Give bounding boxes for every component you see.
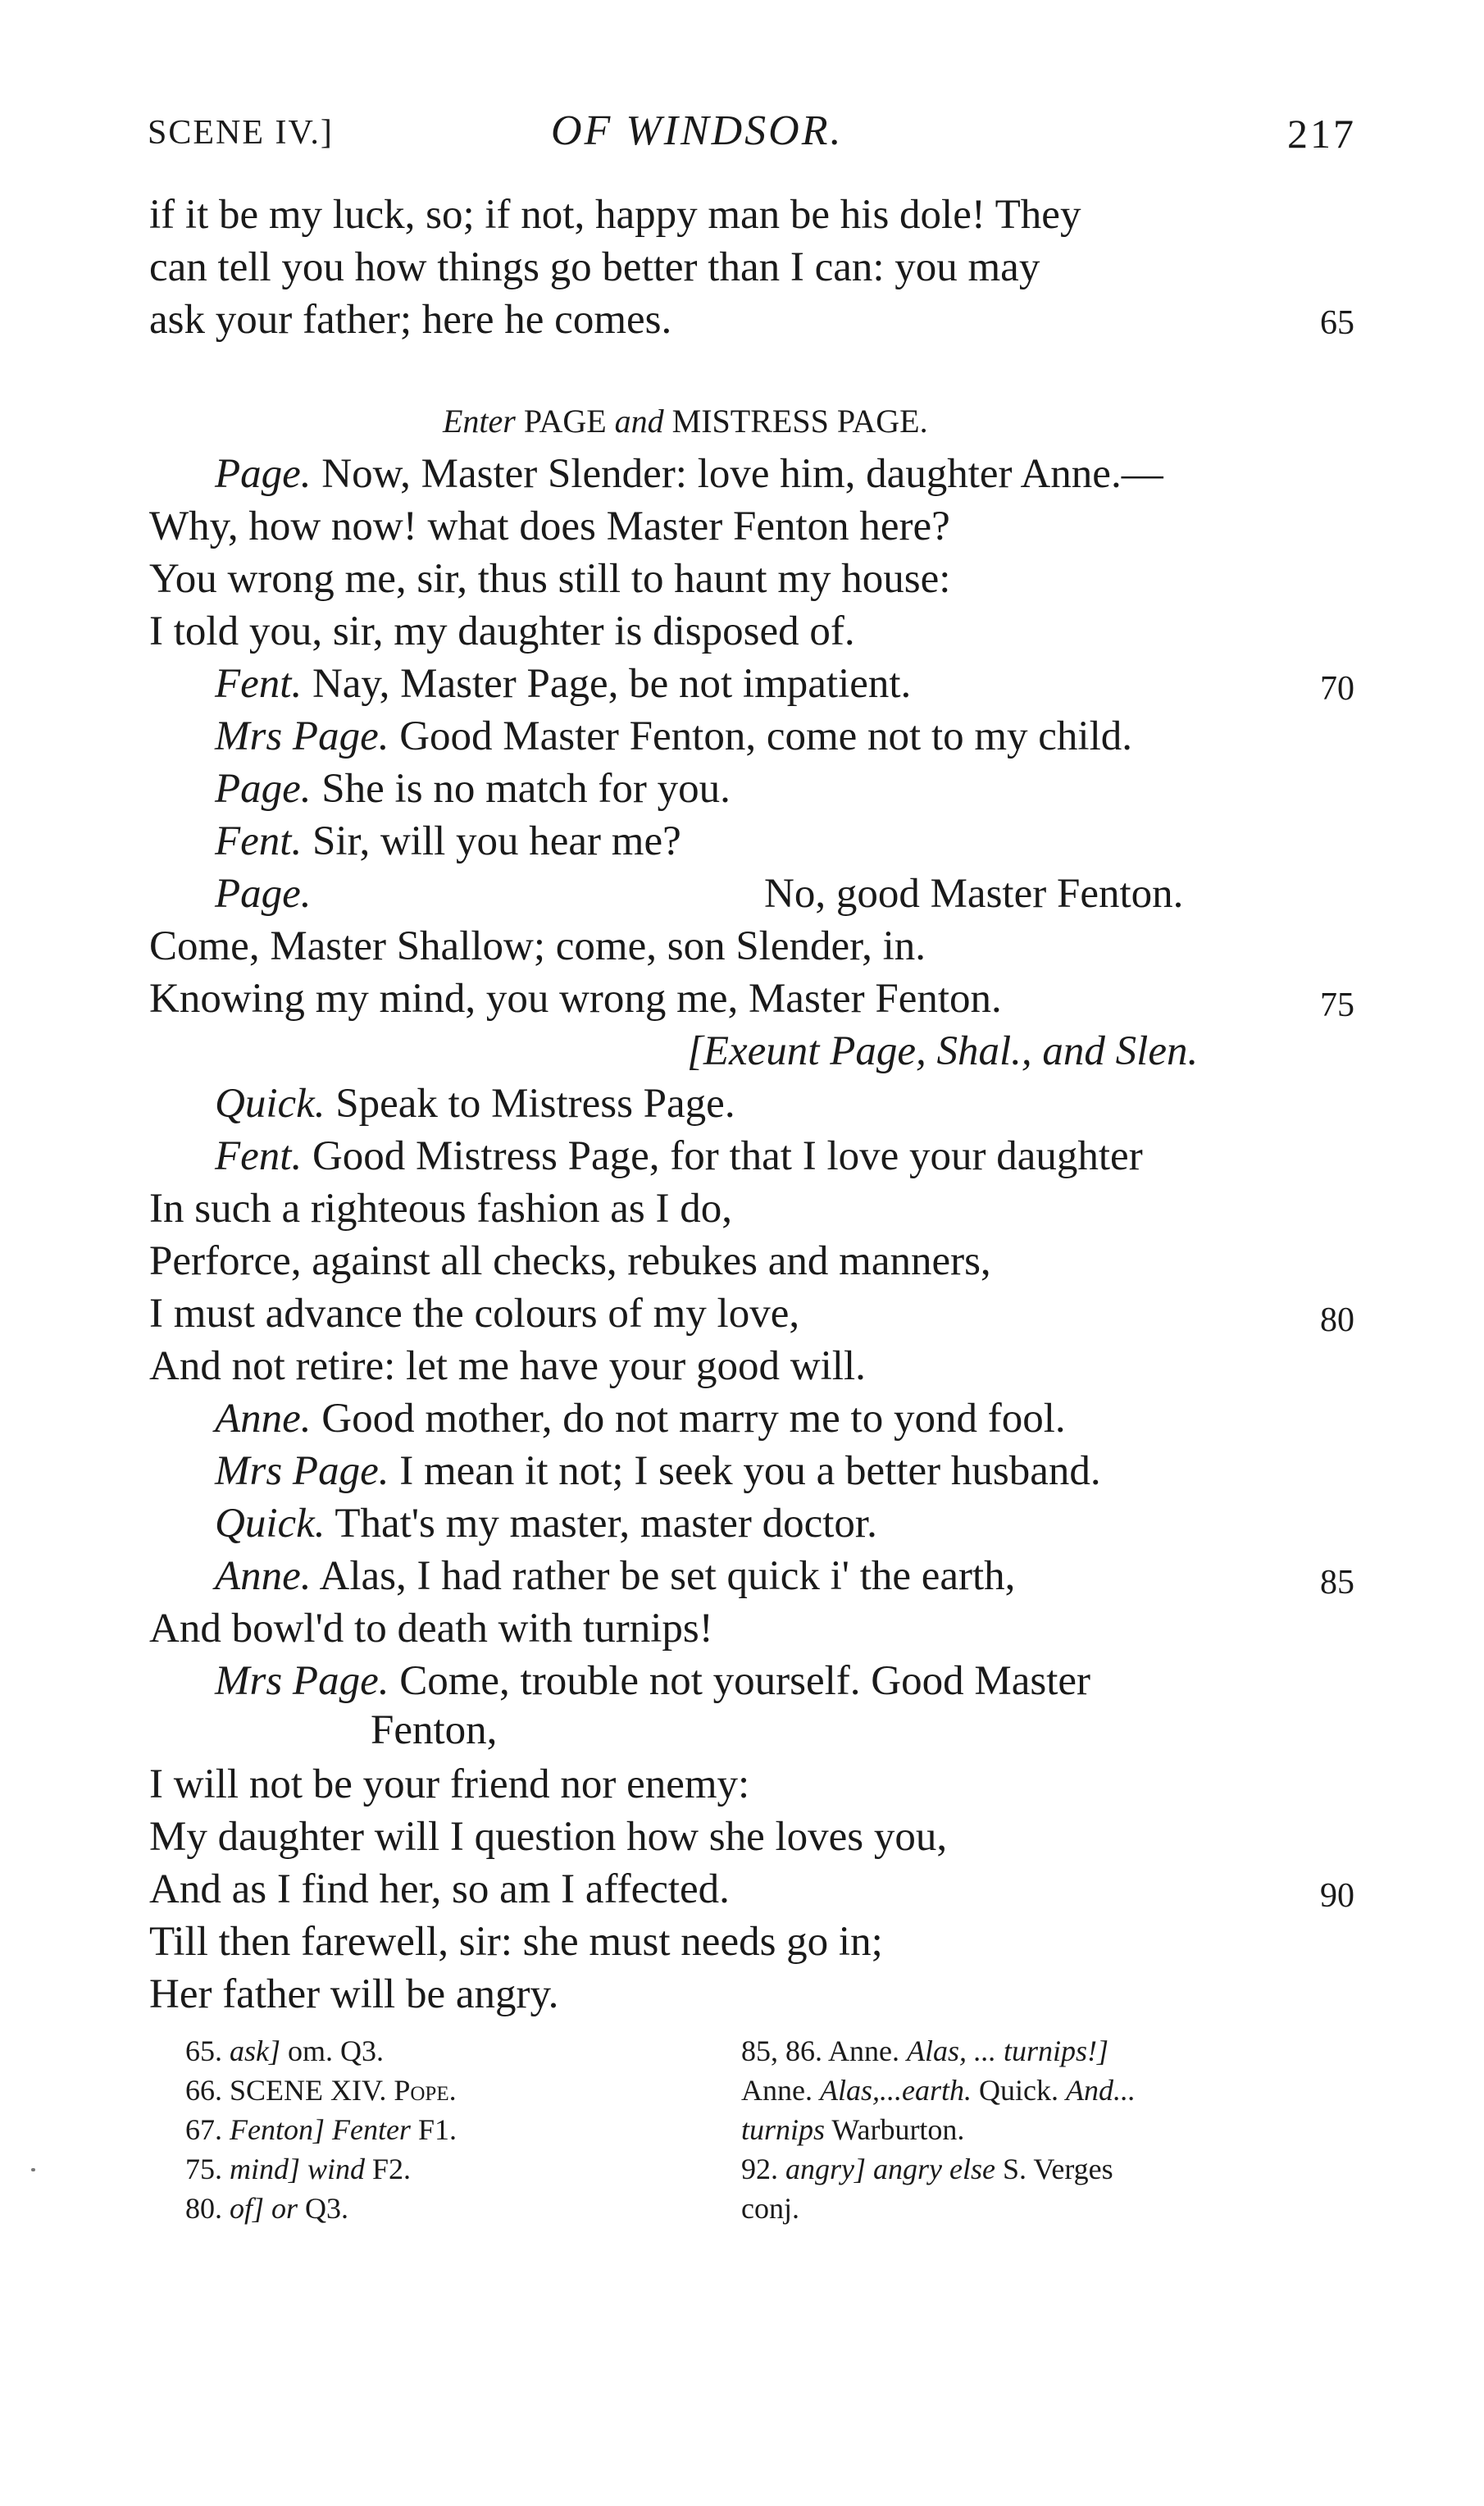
page-number: 217 [1287, 111, 1356, 157]
line-number: 85 [1320, 1564, 1354, 1602]
speaker-name: Fent. [215, 818, 303, 864]
speaker-name: Quick. [215, 1501, 325, 1547]
footnote: 65. ask] om. Q3. [185, 2034, 384, 2067]
speaker-name: Quick. [215, 1081, 325, 1127]
line-number: 90 [1320, 1877, 1354, 1915]
speaker-name: Page. [215, 451, 312, 497]
footnote: conj. [741, 2192, 799, 2225]
verse-line: Come, Master Shallow; come, son Slender, in. [149, 923, 926, 969]
speech-line: Fent. Nay, Master Page, be not impatient. [215, 661, 912, 707]
footnote: 75. mind] wind F2. [185, 2153, 412, 2185]
speech-line: Anne. Good mother, do not marry me to yond fool. [215, 1396, 1066, 1442]
footnote: 67. Fenton] Fenter F1. [185, 2113, 457, 2146]
speech-line: Quick. That's my master, master doctor. [215, 1501, 877, 1547]
verse-line: can tell you how things go better than I can: you may [149, 244, 1040, 290]
footnote: 80. of] or Q3. [185, 2192, 349, 2225]
verse-line: And as I find her, so am I affected. [149, 1866, 730, 1912]
speech-line: Fent. Good Mistress Page, for that I love your daughter [215, 1133, 1143, 1179]
speaker-name: Anne. [215, 1553, 312, 1599]
stage-direction-enter: Enter PAGE and MISTRESS PAGE. [443, 403, 928, 440]
speech-line: Quick. Speak to Mistress Page. [215, 1081, 735, 1127]
verse-line: Till then farewell, sir: she must needs go in; [149, 1919, 883, 1965]
speaker-name: Page. [215, 766, 312, 812]
speech-line: Mrs Page. I mean it not; I seek you a better husband. [215, 1448, 1101, 1494]
footnote: 92. angry] angry else S. Verges [741, 2153, 1113, 2185]
speech-line: Mrs Page. Good Master Fenton, come not to my child. [215, 713, 1133, 759]
line-number: 80 [1320, 1301, 1354, 1339]
line-number: 65 [1320, 304, 1354, 342]
verse-line: And bowl'd to death with turnips! [149, 1606, 713, 1652]
verse-line: In such a righteous fashion as I do, [149, 1186, 733, 1232]
paper-speck [31, 2168, 35, 2171]
verse-line: Perforce, against all checks, rebukes and manners, [149, 1238, 991, 1284]
running-head-title: OF WINDSOR. [551, 107, 844, 154]
running-head-scene: SCENE IV.] [148, 114, 334, 152]
line-number: 75 [1320, 986, 1354, 1024]
verse-line: if it be my luck, so; if not, happy man be his dole! They [149, 192, 1081, 238]
footnote: 85, 86. Anne. Alas, ... turnips!] [741, 2034, 1109, 2067]
verse-line: Why, how now! what does Master Fenton here? [149, 503, 950, 549]
speaker-name: Fent. [215, 661, 303, 707]
speaker-name: Fent. [215, 1133, 303, 1179]
speech-line: Page. She is no match for you. [215, 766, 731, 812]
verse-line: I will not be your friend nor enemy: [149, 1761, 750, 1807]
verse-line: ask your father; here he comes. [149, 297, 672, 343]
verse-line: My daughter will I question how she loves you, [149, 1814, 948, 1860]
speaker-name: Mrs Page. [215, 1448, 389, 1494]
speaker-name: Mrs Page. [215, 1658, 389, 1704]
verse-line: I told you, sir, my daughter is disposed of. [149, 608, 855, 654]
footnote: Anne. Alas,...earth. Quick. And... [741, 2074, 1136, 2107]
speaker-name: Mrs Page. [215, 713, 389, 759]
verse-line: You wrong me, sir, thus still to haunt my house: [149, 556, 951, 602]
speaker-name: Page. [215, 871, 312, 917]
verse-line: Knowing my mind, you wrong me, Master Fenton. [149, 976, 1002, 1022]
footnote: turnips Warburton. [741, 2113, 965, 2146]
verse-line: Her father will be angry. [149, 1971, 559, 2017]
stage-direction-exeunt: [Exeunt Page, Shal., and Slen. [687, 1028, 1199, 1074]
footnote: 66. SCENE XIV. Pope. [185, 2074, 457, 2107]
speech-line-continuation: No, good Master Fenton. [764, 871, 1184, 917]
line-number: 70 [1320, 670, 1354, 708]
speech-line [215, 869, 312, 918]
verse-line: And not retire: let me have your good will. [149, 1343, 866, 1389]
speaker-name: Anne. [215, 1396, 312, 1442]
verse-line-turnover: Fenton, [371, 1707, 498, 1753]
speech-line: Mrs Page. Come, trouble not yourself. Good Master [215, 1658, 1090, 1704]
speech-line: Page. Now, Master Slender: love him, daughter Anne.— [215, 451, 1163, 497]
speech-line: Fent. Sir, will you hear me? [215, 818, 681, 864]
verse-line: I must advance the colours of my love, [149, 1291, 800, 1337]
speech-line: Anne. Alas, I had rather be set quick i' the earth, [215, 1553, 1016, 1599]
